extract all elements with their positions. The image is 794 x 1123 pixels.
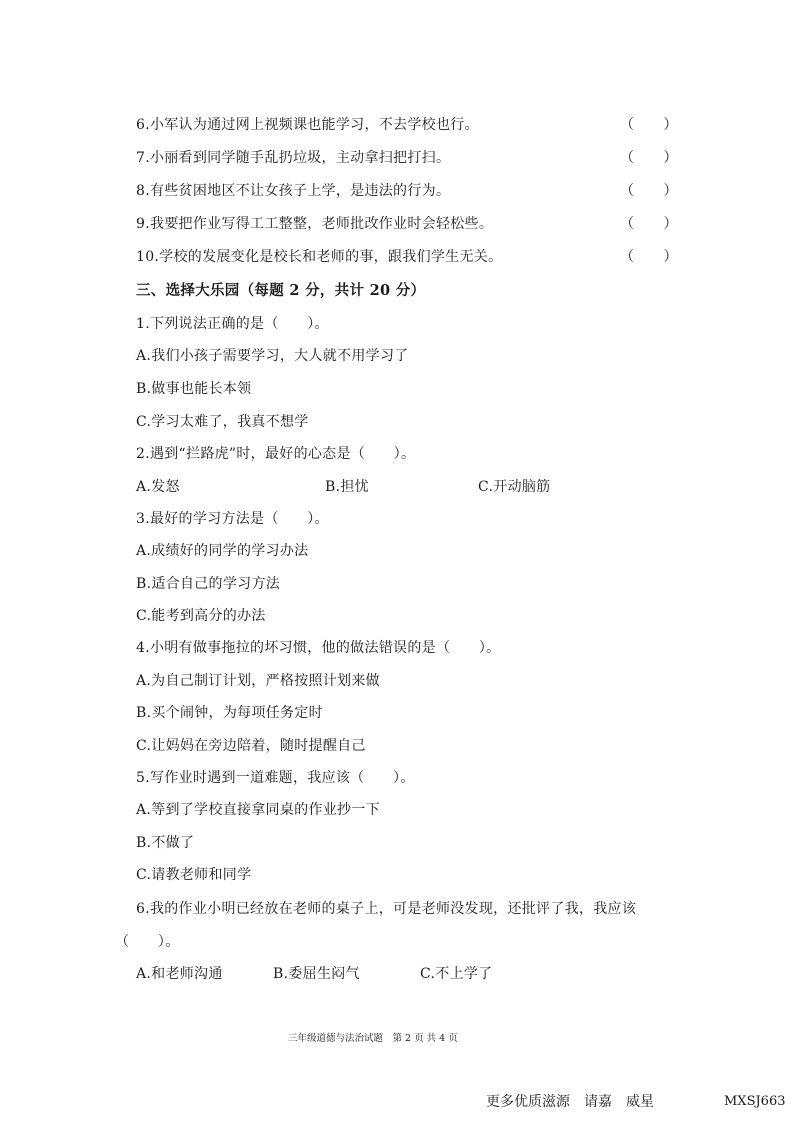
question-3-stem: 3.最好的学习方法是（ ）。 [136,511,329,527]
question-6-stem-continued: （ ）。 [115,934,180,950]
question-5-option-c: C.请教老师和同学 [136,867,252,883]
answer-parens-6: （ ） [620,117,678,133]
question-3-option-c: C.能考到高分的办法 [136,608,266,624]
question-2-stem: 2.遇到“拦路虎”时，最好的心态是（ ）。 [136,446,416,462]
question-2-option-a: A.发怒 [136,479,180,495]
question-6-option-a: A.和老师沟通 [136,966,223,982]
answer-parens-10: （ ） [620,249,678,265]
section-title: 三、选择大乐园（每题 2 分，共计 20 分） [136,282,426,299]
question-6-stem: 6.我的作业小明已经放在老师的桌子上，可是老师没发现，还批评了我，我应该 [136,901,637,917]
question-4-option-c: C.让妈妈在旁边陪着，随时提醒自己 [136,738,366,754]
question-2-option-b: B.担忧 [325,479,369,495]
judgement-item-9: 9.我要把作业写得工工整整，老师批改作业时会轻松些。 [136,216,494,232]
question-3-option-a: A.成绩好的同学的学习办法 [136,543,309,559]
question-4-option-b: B.买个闹钟，为每项任务定时 [136,705,323,721]
question-6-option-c: C.不上学了 [420,966,493,982]
answer-parens-7: （ ） [620,150,678,166]
watermark-text: 更多优质滋源 请嘉 威星 [486,1094,654,1110]
question-5-stem: 5.写作业时遇到一道难题，我应该（ ）。 [136,770,415,786]
judgement-item-6: 6.小军认为通过网上视频课也能学习，不去学校也行。 [136,117,479,133]
judgement-item-10: 10.学校的发展变化是校长和老师的事，跟我们学生无关。 [136,249,503,265]
question-4-option-a: A.为自己制订计划，严格按照计划来做 [136,673,380,689]
question-3-option-b: B.适合自己的学习方法 [136,576,281,592]
question-6-option-b: B.委屈生闷气 [273,966,360,982]
page-footer: 三年级道德与法治试题 第 2 页 共 4 页 [288,1033,458,1044]
question-1-option-c: C.学习太难了，我真不想学 [136,414,309,430]
question-2-option-c: C.开动脑筋 [478,479,551,495]
watermark-code: MXSJ663 [724,1094,786,1109]
question-5-option-a: A.等到了学校直接拿同桌的作业抄一下 [136,802,380,818]
question-5-option-b: B.不做了 [136,835,195,851]
judgement-item-8: 8.有些贫困地区不让女孩子上学，是违法的行为。 [136,183,451,199]
question-1-option-b: B.做事也能长本领 [136,381,252,397]
judgement-item-7: 7.小丽看到同学随手乱扔垃圾，主动拿扫把打扫。 [136,150,451,166]
answer-parens-9: （ ） [620,216,678,232]
answer-parens-8: （ ） [620,183,678,199]
question-4-stem: 4.小明有做事拖拉的坏习惯，他的做法错误的是（ ）。 [136,640,501,656]
question-1-option-a: A.我们小孩子需要学习，大人就不用学习了 [136,348,409,364]
question-1-stem: 1.下列说法正确的是（ ）。 [136,316,329,332]
